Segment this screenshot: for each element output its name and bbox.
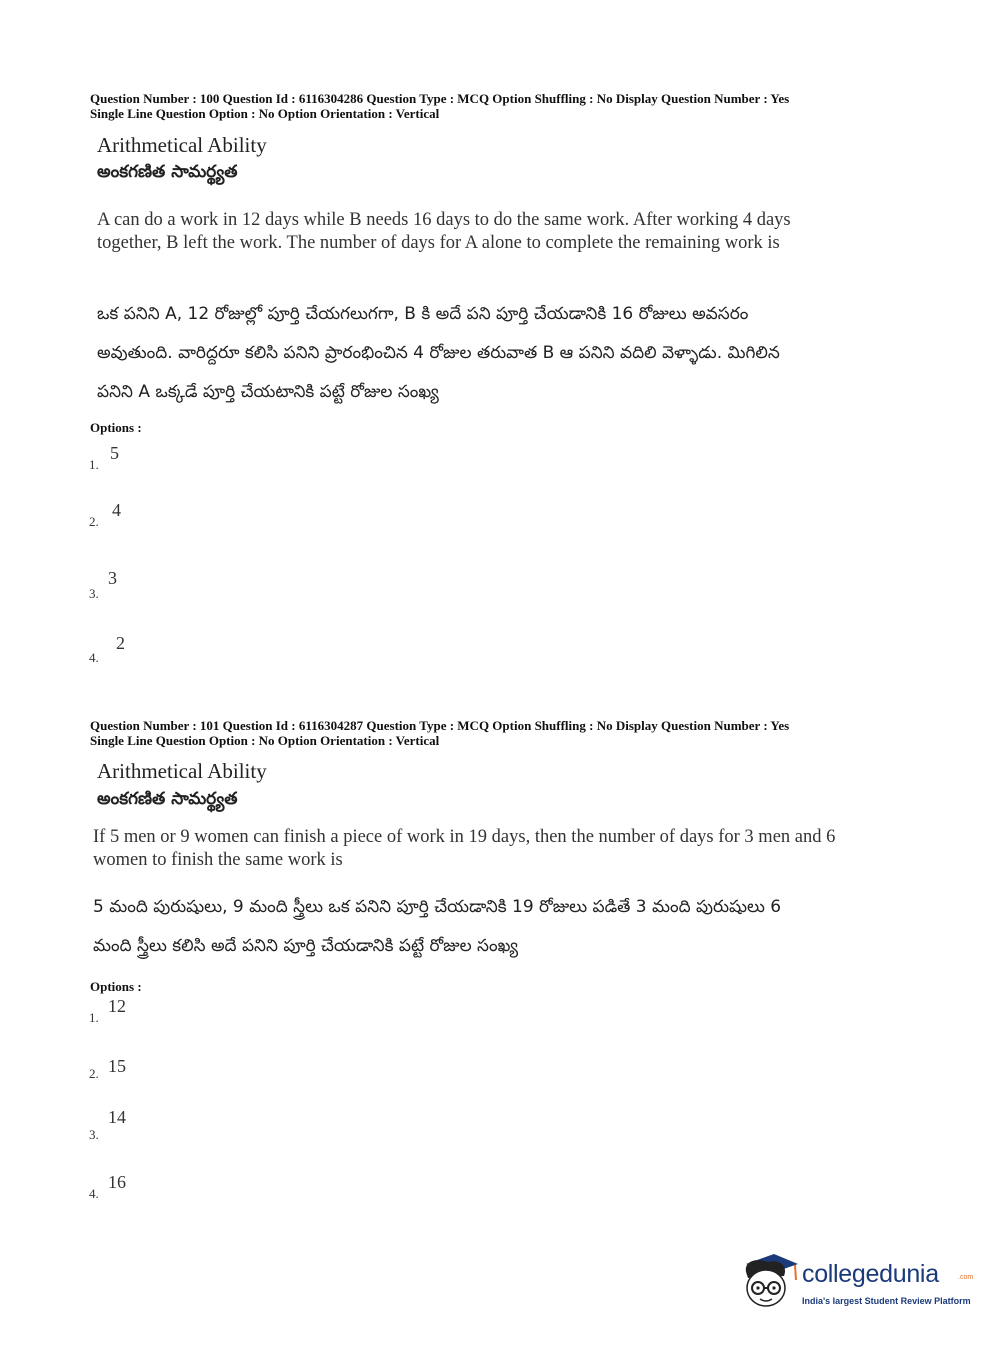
- subject-title-te: అంకగణిత సామర్థ్యత: [97, 789, 238, 809]
- option-value[interactable]: 4: [112, 500, 121, 520]
- option-value[interactable]: 12: [108, 996, 126, 1016]
- question-meta-101: [90, 718, 789, 748]
- options-label: Options :: [90, 420, 142, 435]
- option-number: 1.: [89, 1010, 99, 1025]
- question-text-te: 5 మంది పురుషులు, 9 మంది స్త్రీలు ఒక పనిని పూర్తి చేయడానికి 19 రోజులు పడితే 3 మంది పురుషులు 6 మంది స్త్రీలు కలిసి అదే పనిని పూర్తి చేయడానికి పట్టే రోజుల సంఖ్య: [93, 897, 782, 956]
- options-label: Options :: [90, 979, 142, 994]
- question-meta-line-2: Single Line Question Option : No Option Orientation : Vertical: [90, 733, 440, 748]
- question-meta-line-2: Single Line Question Option : No Option Orientation : Vertical: [90, 106, 440, 121]
- option-value[interactable]: 15: [108, 1056, 126, 1076]
- subject-title-en: Arithmetical Ability: [97, 759, 267, 783]
- logo-wordmark: collegedunia: [802, 1260, 939, 1288]
- option-number: 3.: [89, 586, 99, 601]
- option-value[interactable]: 3: [108, 568, 117, 588]
- option-number: 3.: [89, 1127, 99, 1142]
- option-number: 4.: [89, 1186, 99, 1201]
- option-value[interactable]: 5: [110, 443, 119, 463]
- question-meta-line-1: Question Number : 101 Question Id : 6116304287 Question Type : MCQ Option Shuffling : No Display Question Number : Yes: [90, 718, 790, 733]
- option-value[interactable]: 14: [108, 1107, 126, 1127]
- option-number: 2.: [89, 514, 99, 529]
- mascot-icon: [740, 1250, 800, 1312]
- subject-title-en: Arithmetical Ability: [97, 133, 267, 157]
- option-number: 2.: [89, 1066, 99, 1081]
- option-number: 4.: [89, 650, 99, 665]
- subject-title-te: అంకగణిత సామర్థ్యత: [97, 162, 238, 182]
- option-value[interactable]: 2: [116, 633, 125, 653]
- question-meta-100: [90, 91, 789, 121]
- question-text-te: ఒక పనిని A, 12 రోజుల్లో పూర్తి చేయగలుగగా, B కి అదే పని పూర్తి చేయడానికి 16 రోజులు అవసరం అవుతుంది. వారిద్దరూ కలిసి పనిని ప్రారంభించిన 4 రోజుల తరువాత B ఆ పనిని వదిలి వెళ్ళాడు. మిగిలిన పనిని A ఒక్కడే పూర్తి చేయటానికి పట్టే రోజుల సంఖ్య: [97, 304, 780, 402]
- logo-tagline: India's largest Student Review Platform: [802, 1296, 971, 1306]
- option-number: 1.: [89, 457, 99, 472]
- question-meta-line-1: Question Number : 100 Question Id : 6116304286 Question Type : MCQ Option Shuffling : No Display Question Number : Yes: [90, 91, 790, 106]
- option-value[interactable]: 16: [108, 1172, 126, 1192]
- question-text-en: A can do a work in 12 days while B needs 16 days to do the same work. After working 4 days together, B left the work. The number of days for A alone to complete the remaining work is: [97, 210, 791, 253]
- collegedunia-logo: [740, 1250, 972, 1314]
- logo-domain-suffix: .com: [958, 1274, 974, 1281]
- question-text-en: If 5 men or 9 women can finish a piece of work in 19 days, then the number of days for 3 men and 6 women to finish the same work is: [93, 827, 836, 870]
